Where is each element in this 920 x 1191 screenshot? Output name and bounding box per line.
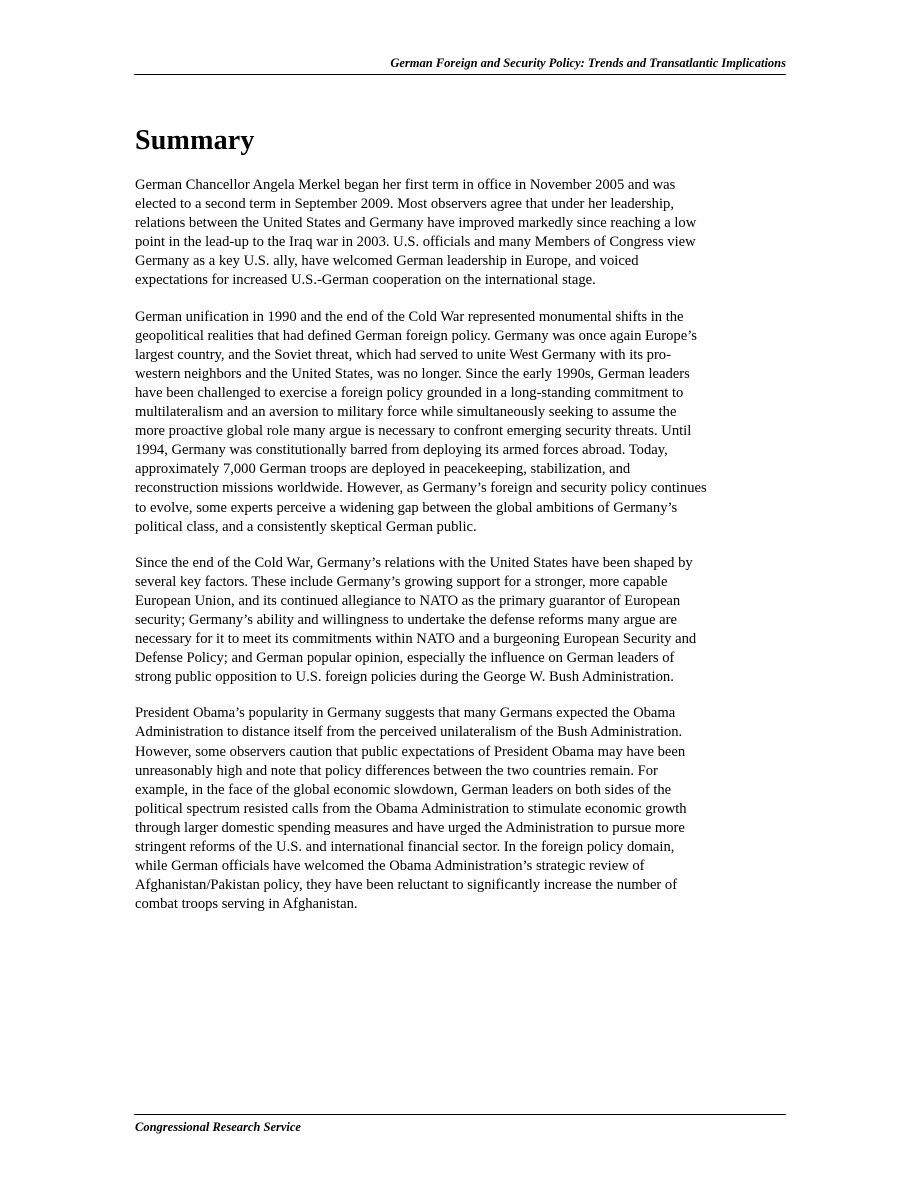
paragraph-line: relations between the United States and Germany have improved markedly since reaching a low (135, 215, 697, 232)
paragraph-line: Afghanistan/Pakistan policy, they have been reluctant to significantly increase the number of (135, 877, 678, 894)
paragraph-line: necessary for it to meet its commitments within NATO and a burgeoning European Security and (135, 631, 697, 648)
paragraph-line: strong public opposition to U.S. foreign policies during the George W. Bush Administration. (135, 669, 674, 686)
paragraph-line: to evolve, some experts perceive a widening gap between the global ambitions of Germany’s (135, 499, 678, 516)
paragraph-line: point in the lead-up to the Iraq war in 2003. U.S. officials and many Members of Congress view (135, 234, 696, 251)
paragraph-line: Since the end of the Cold War, Germany’s relations with the United States have been shaped by (135, 554, 693, 571)
running-header (134, 54, 786, 75)
paragraph-line: However, some observers caution that public expectations of President Obama may have been (135, 743, 686, 760)
paragraph-line: approximately 7,000 German troops are deployed in peacekeeping, stabilization, and (135, 461, 631, 478)
running-footer (134, 1114, 786, 1134)
paragraph-line: 1994, Germany was constitutionally barred from deploying its armed forces abroad. Today, (135, 442, 668, 459)
paragraph-line: combat troops serving in Afghanistan. (135, 896, 358, 913)
paragraph-line: stringent reforms of the U.S. and international financial sector. In the foreign policy domain, (135, 839, 675, 855)
paragraph-line: political spectrum resisted calls from the Obama Administration to stimulate economic growth (135, 800, 687, 817)
paragraph-line: political class, and a consistently skeptical German public. (135, 518, 477, 535)
paragraph-obama-popularity (135, 704, 785, 914)
paragraph-line: multilateralism and an aversion to military force while simultaneously seeking to assume the (135, 404, 677, 421)
paragraph-line: Defense Policy; and German popular opinion, especially the influence on German leaders of (135, 650, 675, 667)
page-title: Summary (135, 125, 255, 156)
paragraph-key-factors (135, 554, 785, 688)
paragraph-line: unreasonably high and note that policy differences between the two countries remain. For (135, 762, 658, 779)
paragraph-line: German unification in 1990 and the end of the Cold War represented monumental shifts in the (135, 308, 684, 325)
summary-body (135, 176, 785, 931)
paragraph-line: western neighbors and the United States, was no longer. Since the early 1990s, German leaders (135, 365, 690, 382)
footer-publisher: Congressional Research Service (135, 1120, 301, 1134)
paragraph-line: elected to a second term in September 2009. Most observers agree that under her leadership, (135, 196, 674, 213)
paragraph-line: Administration to distance itself from the perceived unilateralism of the Bush Administration. (135, 724, 683, 741)
paragraph-merkel-terms (135, 176, 785, 291)
paragraph-line: through larger domestic spending measures and have urged the Administration to pursue more (135, 819, 685, 836)
paragraph-line: reconstruction missions worldwide. However, as Germany’s foreign and security policy continues (135, 480, 707, 497)
paragraph-unification (135, 308, 785, 537)
paragraph-line: expectations for increased U.S.-German cooperation on the international stage. (135, 272, 596, 289)
paragraph-line: Germany as a key U.S. ally, have welcomed German leadership in Europe, and voiced (135, 253, 639, 270)
paragraph-line: several key factors. These include Germany’s growing support for a stronger, more capable (135, 573, 668, 590)
paragraph-line: German Chancellor Angela Merkel began her first term in office in November 2005 and was (135, 177, 676, 193)
paragraph-line: security; Germany’s ability and willingness to undertake the defense reforms many argue are (135, 611, 677, 628)
paragraph-line: example, in the face of the global economic slowdown, German leaders on both sides of the (135, 781, 672, 798)
paragraph-line: more proactive global role many argue is necessary to confront emerging security threats. Until (135, 423, 692, 440)
paragraph-line: have been challenged to exercise a foreign policy grounded in a long-standing commitment to (135, 384, 684, 401)
paragraph-line: while German officials have welcomed the Obama Administration’s strategic review of (135, 858, 645, 875)
paragraph-line: President Obama’s popularity in Germany suggests that many Germans expected the Obama (135, 705, 676, 722)
paragraph-line: geopolitical realities that had defined German foreign policy. Germany was once again Europe’s (135, 327, 697, 344)
paragraph-line: European Union, and its continued allegiance to NATO as the primary guarantor of European (135, 592, 681, 609)
running-header-title: German Foreign and Security Policy: Trends and Transatlantic Implications (390, 56, 786, 70)
paragraph-line: largest country, and the Soviet threat, which had served to unite West Germany with its pro- (135, 346, 671, 363)
